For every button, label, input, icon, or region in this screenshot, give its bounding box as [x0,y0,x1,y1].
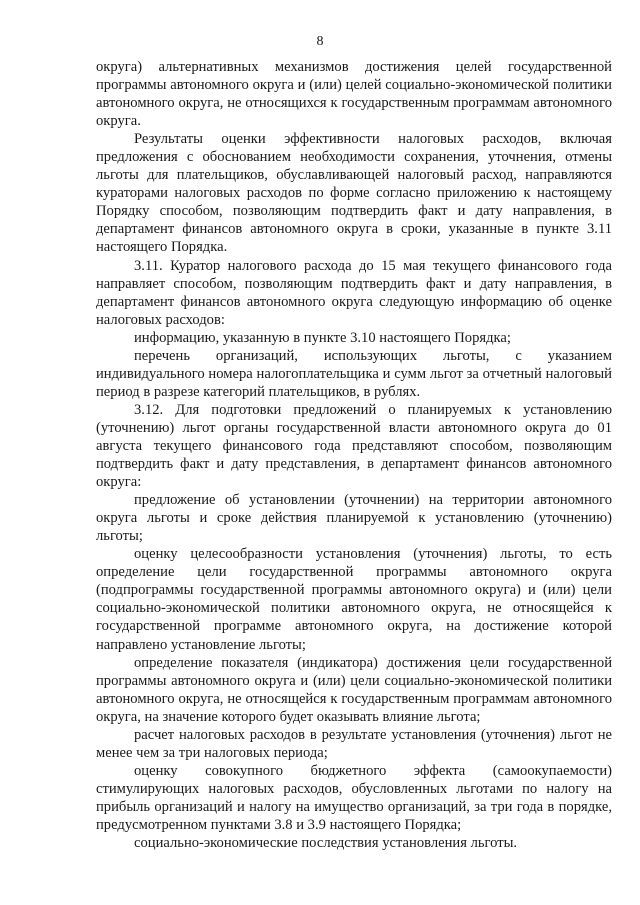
list-item-consequences: социально-экономические последствия установления льготы. [134,835,518,852]
document-body [96,58,612,852]
list-item-feasibility: оценку целесообразности установления (уточнения) льготы, то есть определение цели государственной программы автономного округа (подпрограммы государственной программы автономного округа) и (или) цели социально-экономической политики автономного округа, не относящейся к государственной программе автономного округа, на достижение которой направлено установление льготы; [96,546,612,653]
page-number: 8 [316,34,324,49]
list-item-organizations: перечень организаций, использующих льготы, с указанием индивидуального номера налогоплательщика и сумм льгот за отчетный налоговый период в разрезе категорий плательщиков, в рублях. [96,347,612,400]
list-item-proposal: предложение об установлении (уточнении) на территории автономного округа льготы и сроке действия планируемой к установлению (уточнению) льготы; [96,492,612,545]
list-item-budget-effect: оценку совокупного бюджетного эффекта (самоокупаемости) стимулирующих налоговых расходов, обусловленных льготами по налогу на прибыль организаций и налогу на имущество организаций, за три года в порядке, предусмотренном пунктами 3.8 и 3.9 настоящего Порядка; [96,762,612,833]
list-item-calculation: расчет налоговых расходов в результате установления (уточнения) льгот не менее чем за три налоговых периода; [96,726,612,761]
list-item-information: информацию, указанную в пункте 3.10 настоящего Порядка; [134,329,511,346]
paragraph-3-12: 3.12. Для подготовки предложений о планируемых к установлению (уточнению) льгот органы государственной власти автономного округа до 01 августа текущего финансового года представляют способом, позволяющим подтвердить факт и дату представления, в департамент финансов автономного округа: [96,401,612,491]
paragraph-3-11: 3.11. Куратор налогового расхода до 15 мая текущего финансового года направляет способом, позволяющим подтвердить факт и дату направления, в департамент финансов автономного округа следующую информацию об оценке налоговых расходов: [96,257,612,328]
list-item-indicator: определение показателя (индикатора) достижения цели государственной программы автономного округа и (или) цели социально-экономической политики автономного округа, не относящейся к государственным программам автономного округа, на значение которого будет оказывать влияние льгота; [96,654,612,725]
paragraph-continuation: округа) альтернативных механизмов достижения целей государственной программы автономного округа и (или) целей социально-экономической политики автономного округа, не относящихся к государственным программам автономного округа. [96,59,612,130]
paragraph-evaluation-results: Результаты оценки эффективности налоговых расходов, включая предложения с обоснованием необходимости сохранения, уточнения, отмены льготы для плательщиков, обуславливающей налоговый расход, направляются кураторами налоговых расходов по форме согласно приложению к настоящему Порядку способом, позволяющим подтвердить факт и дату направления, в департамент финансов автономного округа в сроки, указанные в пункте 3.11 настоящего Порядка. [96,131,612,256]
